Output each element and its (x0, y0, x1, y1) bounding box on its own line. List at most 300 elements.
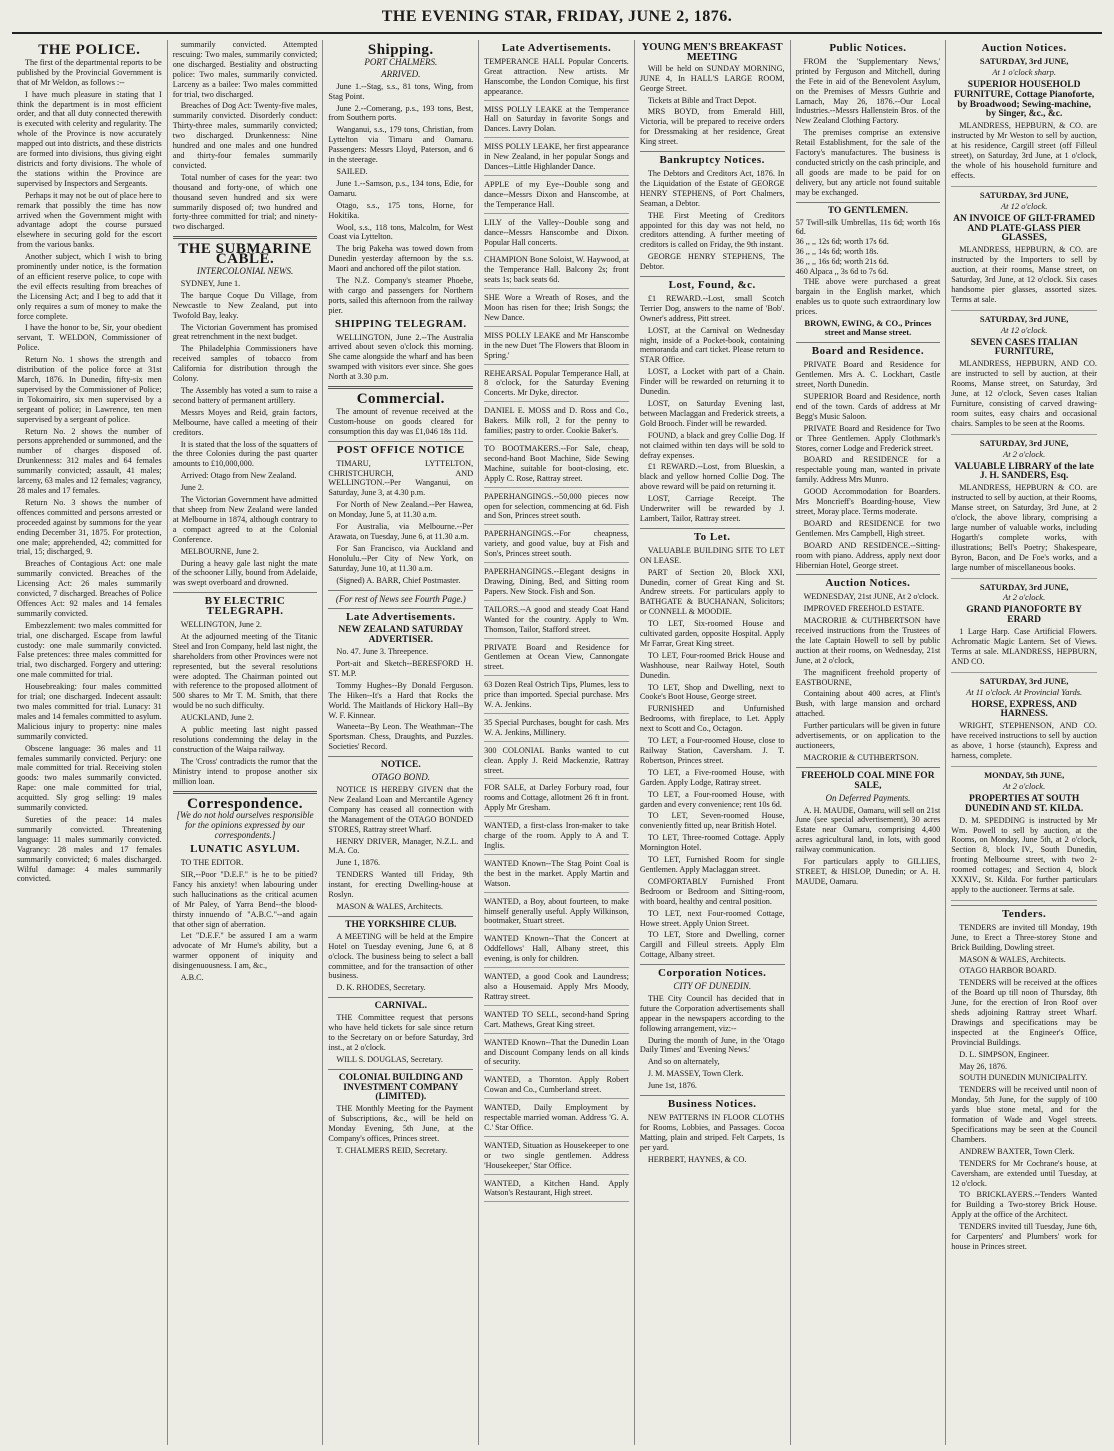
paragraph: June 1.--Stag, s.s., 81 tons, Wing, from Stag Point. (328, 81, 474, 101)
cable-heading: THE SUBMARINE CABLE. (178, 241, 312, 268)
nz-advertiser-heading: NEW ZEALAND SATURDAY ADVERTISER. (338, 625, 464, 646)
classified-ad: WANTED Known--That the Dunedin Loan and Discount Company lends on all kinds of security. (484, 1038, 629, 1072)
cable-news (173, 279, 318, 588)
paragraph: FURNISHED and Unfurnished Bedrooms, with fireplace, to Let. Apply next to Scott and Co., Octagon. (639, 704, 785, 734)
paragraph: Wanganui, s.s., 179 tons, Christian, from Lyttelton via Timaru and Oamaru. Passengers: Messrs Lloyd, Paterson, and 6 in the steerage. (328, 125, 474, 165)
classified-ad: 300 COLONIAL Banks wanted to cut clean. Apply J. Reid Mackenzie, Rattray street. (484, 746, 629, 780)
colonial-building-heading: COLONIAL BUILDING AND INVESTMENT COMPANY (LIMITED). (338, 1072, 463, 1103)
commercial-news (328, 407, 473, 437)
paragraph: LOST, on Saturday Evening last, between Maclaggan and Frederick streets, a Gold Brooch. Finder will be rewarded. (639, 399, 785, 428)
paragraph: A.B.C. (180, 973, 204, 983)
sale-body: D. M. SPEDDING is instructed by Mr Wm. Powell to sell by auction, at the Rooms, on Monday, June 5th, at 2 o'clock, Section 8, block IV., South Dunedin, fronting Melbourne street, with two 2-roomed cottages; and Section 4, block XXXIV., St. Kilda. For further particulars apply to the auctioneer. Terms at sale. (951, 815, 1097, 894)
paragraph: The barque Coque Du Village, from Newcastle to New Zealand, put into Twofold Bay, leaky. (172, 290, 318, 320)
divider (796, 202, 941, 203)
sale-time: At 12 o'clock. (1000, 324, 1048, 335)
classified-ad: SHE Wore a Wreath of Roses, and the Moon has risen for thee; Irish Songs; the New Dance. (484, 293, 629, 327)
ymca-notice (640, 64, 785, 147)
divider (796, 574, 941, 575)
column-7 (946, 40, 1102, 1445)
correspondence-note: [We do not hold ourselves responsible for the opinions expressed by our correspondents.] (176, 810, 314, 841)
auction-sale (951, 583, 1097, 673)
sale-time: At 12 o'clock. (1000, 200, 1048, 211)
late-ads-heading: Late Advertisements. (345, 611, 456, 624)
paragraph: summarily convicted. Attempted rescuing: Two males, summarily convicted; one discharged. Bestiality and obstructing police: Two males, summarily convicted. Larceny as a bailee: Two males committed for trial, two discharged. (172, 40, 318, 99)
paragraph: The N.Z. Company's steamer Phoebe, with cargo and passengers for Northern ports, sailed this afternoon from the railway pier. (328, 276, 474, 315)
classified-ad: PAPERHANGINGS.--Elegant designs in Drawing, Dining, Bed, and Sitting room Papers. New Stock. Fish and Son. (484, 567, 629, 601)
divider (796, 767, 941, 768)
paragraph: June 2. (180, 483, 204, 493)
paragraph: Return No. 3 shows the number of offences committed and persons arrested or proceeded against by summons for the year ending December 31, 1875. For protection, one male; apprehended, 42; committed for trial, 15; discharged, 9. (17, 497, 162, 557)
divider (640, 276, 785, 277)
paragraph: May 26, 1876. (959, 1061, 1008, 1071)
classified-ad: CHAMPION Bone Soloist, W. Haywood, at the Temperance Hall. Balcony 2s; front seats 1s; back seats 6d. (484, 255, 629, 289)
price-list (796, 218, 941, 277)
column-2 (168, 40, 324, 1445)
column-6 (791, 40, 947, 1445)
classified-ad: PRIVATE Board and Residence for Gentlemen at Ocean View, Cannongate street. (484, 643, 629, 677)
paragraph: WILL S. DOUGLAS, Secretary. (336, 1054, 443, 1064)
sale-body: WRIGHT, STEPHENSON, AND CO. have received instructions to sell by auction as above, 1 horse (staunch), Express and harness, complete. (951, 721, 1097, 761)
correspondence-heading: Correspondence. (187, 795, 304, 812)
paragraph: THE First Meeting of Creditors appointed for this day was not held, no creditors attending. A further meeting of creditors is called on Friday, the 9th instant. (639, 210, 785, 250)
sale-time: At 1 o'clock sharp. (992, 66, 1056, 77)
divider (328, 916, 473, 917)
sale-time: At 2 o'clock. (1003, 592, 1046, 603)
paragraph: WELLINGTON, June 2. (180, 620, 262, 630)
price-line: 36 ,, ,, 16s 6d; worth 21s 6d. (795, 257, 889, 267)
sale-time: At 2 o'clock. (1003, 448, 1046, 459)
masthead-title: THE EVENING STAR, FRIDAY, JUNE 2, 1876. (381, 8, 733, 25)
sale-title: AN INVOICE OF GILT-FRAMED AND PLATE-GLASS PIER GLASSES, (953, 213, 1096, 244)
paragraph: HENRY DRIVER, Manager, N.Z.L. and M.A. Co. (328, 836, 474, 856)
paragraph: Let "D.E.F." be assured I am a warm advocate of Mr Hume's ability, but a warmer opponent of iniquity and disingenuousness. I am, &c., (172, 931, 318, 971)
classified-ad: 63 Dozen Real Ostrich Tips, Plumes, less to price than imported. Special purchase. Mrs W. A. Jenkins. (484, 680, 629, 714)
auction-sale (951, 315, 1097, 435)
paragraph: Obscene language: 36 males and 11 females summarily convicted. Perjury: one male committed for trial. Receiving stolen goods: two males summarily convicted. Rape: one male committed for trial, acquitted. Sly grog selling: 19 males summarily convicted. (17, 743, 162, 813)
paragraph: Breaches of Contagious Act: one male summarily convicted. Breaches of the Licensing Act: 26 males summarily convicted, 7 discharged. Breaches of Police Offences Act: 92 males and 14 females summarily convicted. (17, 559, 162, 618)
bankruptcy-heading: Bankruptcy Notices. (659, 154, 765, 167)
sale-time: At 11 o'clock. At Provincial Yards. (966, 686, 1083, 697)
telegraph-heading: BY ELECTRIC TELEGRAPH. (204, 595, 286, 618)
paragraph: The Debtors and Creditors Act, 1876. In the Liquidation of the Estate of GEORGE HENRY STEPHENS, of Port Chalmers, Seaman, a Debtor. (639, 168, 785, 208)
classified-ad: TEMPERANCE HALL Popular Concerts. Great attraction. New artists. Mr Hanscombe, the London Comique, his first appearance. (484, 57, 629, 101)
paragraph: June 2.--Comerang, p.s., 193 tons, Best, from Southern ports. (328, 103, 474, 123)
classified-ad: TO BOOTMAKERS.--For Sale, cheap, second-hand Boot Machine, Side Sewing Machine, suitable for boot-closing, etc. Apply C. Rose, Rattray street. (484, 444, 629, 488)
paragraph: BOARD and RESIDENCE for a respectable young man, wanted in private family. Address Mrs Munro. (795, 455, 941, 485)
auction-sale (951, 771, 1097, 901)
divider (640, 151, 785, 152)
shipping-news (328, 82, 473, 316)
paragraph: Further particulars will be given in future advertisements, or on application to the auctioneers, (795, 721, 941, 750)
paragraph: MACRORIE & CUTHBERTSON. (803, 752, 919, 762)
paragraph: VALUABLE BUILDING SITE TO LET ON LEASE. (639, 545, 785, 565)
to-gentlemen-heading: TO GENTLEMEN. (827, 205, 908, 216)
paragraph: The Victorian Government have admitted that sheep from New Zealand were landed at Melbourne in 1874, although contrary to a compact agreed to at the Colonial Conference. (172, 495, 318, 544)
paragraph: THE City Council has decided that in future the Corporation advertisements shall appear in the newspapers according to the following arrangement, viz:-- (639, 993, 785, 1033)
shipping-telegram-heading: SHIPPING TELEGRAM. (334, 317, 467, 330)
classified-ad: LILY of the Valley--Double song and dance--Messrs Hanscombe and Dixon. Popular Hall concerts. (484, 218, 629, 252)
carnival-notice (328, 1013, 473, 1065)
sale-date: SATURDAY, 3rd JUNE, (979, 581, 1069, 592)
colonial-building-notice (328, 1104, 473, 1156)
paragraph: Total number of cases for the year: two thousand and forty-one, of which one thousand seven hundred and six were summarily disposed of; two hundred and forty-three committed for trial; and ninety-two discharged. (172, 172, 318, 232)
column-1 (12, 40, 168, 1445)
paragraph: Breaches of Dog Act: Twenty-five males, summarily convicted. Disorderly conduct: Thirty-three males, summarily convicted; two discharged. Drunkenness: Nine hundred and one males and one hundred and thirty-four females summarily convicted. (172, 101, 318, 170)
corporation-heading: Corporation Notices. (658, 967, 767, 980)
lunatic-asylum-heading: LUNATIC ASYLUM. (190, 843, 301, 856)
paragraph: I have the honor to be, Sir, your obedient servant, T. WELDON, Commissioner of Police. (17, 323, 162, 353)
sale-date: MONDAY, 5th JUNE, (984, 770, 1065, 780)
classified-ad: TAILORS.--A good and steady Coat Hand Wanted for the country. Apply to Wm. Thomson, Tailor, Stafford street. (484, 605, 629, 639)
business-notices (640, 1113, 785, 1165)
sale-title: SUPERIOR HOUSEHOLD FURNITURE, Cottage Pianoforte, by Broadwood; Sewing-machine, by Singer, &c., &c. (953, 79, 1095, 120)
paragraph: GOOD Accommodation for Boarders. Mrs Moncrieff's Boarding-house, View street, Moray place. Terms moderate. (795, 487, 941, 516)
paragraph: Arrived: Otago from New Zealand. (180, 471, 297, 481)
paragraph: ANDREW BAXTER, Town Clerk. (959, 1146, 1075, 1156)
paragraph: TO THE EDITOR. (180, 858, 244, 868)
paragraph: £1 REWARD.--Lost, from Blueskin, a black and yellow horned Collie Dog. The above reward will be paid on returning it. (639, 462, 785, 492)
otago-bond-heading: NOTICE. (380, 760, 421, 771)
paragraph: Embezzlement: two males committed for trial, one discharged. Escape from lawful custody: one male summarily convicted. False pretences: three males committed for trial, two discharged. Forgery and uttering: one male committed for trial. (17, 620, 162, 680)
paragraph: PART of Section 20, Block XXI, Dunedin, corner of Great King and St. Andrew streets. For particulars apply to BATHGATE & BUCHANAN, Solicitors; or CONNELL & MOODIE. (639, 567, 785, 617)
column-3 (323, 40, 479, 1445)
paragraph: A MEETING will be held at the Empire Hotel on Tuesday evening, June 6, at 8 o'clock. The business being to select a ball committee, and for the transaction of other business. (328, 931, 474, 981)
paragraph: The first of the departmental reports to be published by the Provincial Government is that of Mr Weldon, as follows :-- (17, 57, 162, 87)
sale-title: GRAND PIANOFORTE BY ERARD (966, 605, 1083, 626)
paragraph: GEORGE HENRY STEPHENS, The Debtor. (639, 252, 785, 272)
divider (173, 236, 318, 239)
yorkshire-club-heading: THE YORKSHIRE CLUB. (345, 919, 457, 930)
paragraph: TO LET, Three-roomed Cottage. Apply Mornington Hotel. (639, 833, 785, 853)
paragraph: SUPERIOR Board and Residence, north end of the town. Cards of address at Mr Begg's Music Saloon. (795, 392, 941, 421)
carnival-heading: CARNIVAL. (374, 1001, 427, 1012)
paragraph: OTAGO HARBOR BOARD. (959, 966, 1057, 976)
paragraph: The premises comprise an extensive Retail Establishment, for the sale of the Factory's manufactures. The business is conducted strictly on the cash principle, and all goods are made to be paid for on delivery, but any article not found suitable may be exchanged. (795, 128, 941, 197)
paragraph: TIMARU, LYTTELTON, CHRISTCHURCH, AND WELLINGTON.--Per Wanganui, on Saturday, June 3, at 4.30 p.m. (328, 458, 474, 498)
paragraph: For North of New Zealand.--Per Hawea, on Monday, June 5, at 11.30 a.m. (328, 500, 474, 520)
paragraph: Sureties of the peace: 14 males summarily convicted. Threatening language: 11 males summarily convicted. Vagrancy: 28 males and 17 females summarily convicted; 6 males discharged. Wilful damage: 4 males summarily convicted. (17, 814, 162, 884)
paragraph: LOST, at the Carnival on Wednesday night, inside of a Pocket-book, containing memoranda and cart ticket. Please return to STAR Office. (639, 325, 785, 365)
yorkshire-club-notice (328, 932, 473, 993)
lunatic-asylum-letter (173, 858, 318, 983)
paragraph: TO LET, Seven-roomed House, conveniently fitted up, near British Hotel. (639, 811, 785, 831)
sale-body: 1 Large Harp. Case Artificial Flowers. Achromatic Magic Lantern. Set of Views. Terms at sale. MLANDRESS, HEPBURN, AND CO. (951, 627, 1097, 666)
paragraph: Messrs Moyes and Reid, grain factors, Melbourne, have called a meeting of their creditors. (172, 407, 318, 437)
paragraph: A public meeting last night passed resolutions condemning the delay in the construction of the Waipa railway. (172, 725, 318, 754)
paragraph: FROM the 'Supplementary News,' printed by Ferguson and Mitchell, during the Fete in aid of the Benevolent Asylum, on the Premises of Messrs Guthrie and Larnach, May 26, 1876.--Our Local Industries.--Messrs Hallenstein Bros. of the New Zealand Clothing Factory. (795, 56, 941, 126)
auction-sale (951, 439, 1097, 579)
price-line: 57 Twill-silk Umbrellas, 11s 6d; worth 16s 6d. (795, 217, 941, 237)
paragraph: TO LET, Store and Dwelling, corner Cargill and Filleul streets. Apply Elm Cottage, Albany street. (639, 930, 785, 960)
paragraph: Waneeta--By Leon. The Weathman--The Sportsman. Chess, Draughts, and Puzzles. Societies' Record. (328, 722, 474, 752)
divider (328, 997, 473, 998)
tenders-heading: Tenders. (1002, 907, 1047, 920)
paragraph: TENDERS invited till Tuesday, June 6th, for Carpenters' and Plumbers' work for house in Princes street. (951, 1222, 1097, 1251)
board-notices (796, 360, 941, 570)
nz-advertiser-contents (328, 647, 473, 752)
classified-ad: MISS POLLY LEAKE at the Temperance Hall on Saturday in favorite Songs and Dances. Lavry Dolan. (484, 105, 629, 139)
paragraph: Tommy Hughes--By Donald Ferguson. The Hiken--It's a Hard that Rocks the World. The Maitlands of Hickory Hall--By W. F. Kinnear. (328, 680, 474, 720)
late-ads-heading-2: Late Advertisements. (501, 42, 612, 54)
classified-ad: WANTED, a Boy, about fourteen, to make himself generally useful. Apply Wilkinson, bootmaker, Stuart street. (484, 897, 629, 931)
classified-ads (484, 57, 629, 1202)
to-let-heading: To Let. (693, 530, 731, 543)
cable-subheading: INTERCOLONIAL NEWS. (196, 266, 294, 277)
auction-sale (951, 191, 1097, 311)
business-heading: Business Notices. (667, 1098, 757, 1111)
lost-found-notices (640, 294, 785, 524)
paragraph: TO LET, Shop and Dwelling, next to Cooke's Boot House, George street. (639, 682, 785, 702)
classified-ad: WANTED, a first-class Iron-maker to take charge of the room. Apply to A and T. Inglis. (484, 821, 629, 855)
divider (796, 342, 941, 343)
arrived-label: ARRIVED. (381, 68, 421, 79)
sale-title: SEVEN CASES ITALIAN FURNITURE, (970, 337, 1078, 358)
classified-ad: WANTED Known--The Stag Point Coal is the best in the market. Apply Martin and Watson. (484, 859, 629, 893)
paragraph: Port-ait and Sketch--BERESFORD H. ST. M.P. (328, 659, 474, 678)
divider (328, 590, 473, 591)
sale-date: SATURDAY, 3rd JUNE, (979, 313, 1069, 324)
tender-notices (951, 923, 1097, 1252)
paragraph: For particulars apply to GILLIES, STREET, & HISLOP, Dunedin; or A. H. MAUDE, Oamaru. (795, 857, 941, 886)
auction-heading-col7: Auction Notices. (981, 42, 1067, 54)
lost-found-heading: Lost, Found, &c. (668, 279, 756, 292)
paragraph: FOUND, a black and grey Collie Dog. If not claimed within ten days will be sold to defray expenses. (639, 430, 785, 460)
police-heading: THE POLICE. (38, 42, 141, 58)
paragraph: BOARD and RESIDENCE for two Gentlemen. Mrs Campbell, High street. (795, 518, 941, 538)
paragraph: The brig Pakeha was towed down from Dunedin yesterday afternoon by the s.s. Maori and anchored off the pilot station. (328, 244, 474, 274)
paragraph: The 'Cross' contradicts the rumor that the Ministry intend to propose another six million loan. (172, 756, 318, 786)
commercial-heading: Commercial. (356, 391, 445, 408)
paragraph: Return No. 2 shows the number of persons apprehended or summoned, and the number of charges disposed of. Drunkenness: 312 males and 64 females summarily convicted; assault, 41 males; larceny, 63 males and 12 females; vagrancy, 28 males and 17 females. (17, 426, 162, 495)
to-let-notices (640, 546, 785, 960)
paragraph: TO LET, Furnished Room for single Gentlemen. Apply Maclaggan street. (639, 855, 785, 874)
paragraph: During a heavy gale last night the mate of the schooner Lilly, bound from Adelaide, was swept overboard and drowned. (172, 558, 318, 588)
paragraph: The Victorian Government has promised great retrenchment in the next budget. (172, 322, 318, 342)
divider (640, 964, 785, 965)
paragraph: IMPROVED FREEHOLD ESTATE. (803, 604, 925, 614)
ymca-heading: YOUNG MEN'S BREAKFAST MEETING (641, 42, 783, 63)
post-office-heading: POST OFFICE NOTICE (336, 443, 465, 456)
paragraph: TENDERS are invited till Monday, 19th June, to Erect a Three-storey Stone and Brick Building, Dowling street. (951, 922, 1097, 952)
shipping-telegram (328, 333, 473, 383)
paragraph: Wool, s.s., 118 tons, Malcolm, for West Coast via Lyttelton. (328, 222, 474, 242)
paragraph: AUCKLAND, June 2. (180, 713, 254, 723)
divider (328, 386, 473, 389)
sale-date: SATURDAY, 3rd JUNE, (979, 437, 1069, 448)
classified-ad: WANTED, Daily Employment by respectable married woman. Address 'G. A. C.' Star Office. (484, 1103, 629, 1137)
paragraph: J. M. MASSEY, Town Clerk. (647, 1069, 744, 1079)
paragraph: Tickets at Bible and Tract Depot. (647, 95, 757, 105)
shipping-heading: Shipping. (367, 42, 434, 58)
paragraph: TO BRICKLAYERS.--Tenders Wanted for Building a Two-storey Brick House. Apply at the office of the Architect. (951, 1190, 1097, 1220)
paragraph: Another subject, which I wish to bring prominently under notice, is the formation of an efficient reserve police, to cope with the evil effects resulting from breaches of the Licensing Act; and I beg to add that it only requires a sum of money to make the force complete. (17, 252, 162, 321)
paragraph: Housebreaking: four males committed for trial; one discharged. Indecent assault: two males committed for trial. Lunacy: 31 males and 14 females committed to asylum. Malicious injury to property: nine males summarily convicted. (17, 682, 162, 741)
classified-ad: WANTED Known--That the Concert at Oddfellows' Hall, Albany street, this evening, is only for children. (484, 934, 629, 968)
auction-sale (951, 677, 1097, 767)
sale-time: At 2 o'clock. (1003, 780, 1046, 791)
price-line: 36 ,, ,, 12s 6d; worth 17s 6d. (795, 237, 889, 247)
columns (12, 40, 1102, 1445)
paragraph: MELBOURNE, June 2. (180, 546, 259, 556)
paragraph: (Signed) A. BARR, Chief Postmaster. (336, 575, 461, 585)
classified-ad: PAPERHANGINGS.--50,000 pieces now open for selection, commencing at 6d. Fish and Son, Princes street south. (484, 492, 629, 526)
divider (173, 592, 318, 593)
sale-body: MLANDRESS, HEPBURN, & CO. are instructed by the Importers to sell by auction, at their rooms, Manse street, on Saturday, 3rd June, at 12 o'clock. Six cases handsome pier glasses, assorted sizes. Terms at sale. (951, 245, 1097, 304)
paragraph: TO LET, Six-roomed House and cultivated garden, opposite Hospital. Apply Mr Farrar, Great King street. (639, 619, 785, 648)
classified-ad: WANTED, a Kitchen Hand. Apply Watson's Restaurant, High street. (484, 1179, 629, 1203)
sale-body: MLANDRESS, HEPBURN, AND CO. are instructed to sell by auction, at their Rooms, Manse street, on Saturday, 3rd June, at 12 o'clock, Seven cases Italian Furniture, consisting of carved drawing-room suites, easy chairs and occasional chairs. Samples to be seen at the Rooms. (951, 359, 1097, 428)
paragraph: TO LET, a Four-roomed House, close to Railway Station, Caversham. J. T. Robertson, Princes street. (639, 736, 785, 765)
coal-mine-notice (796, 806, 941, 887)
paragraph: SOUTH DUNEDIN MUNICIPALITY. (959, 1073, 1088, 1083)
paragraph: SYDNEY, June 1. (180, 278, 241, 288)
coal-mine-subheading: On Deferred Payments. (825, 792, 911, 803)
paragraph: During the month of June, in the 'Otago Daily Times' and 'Evening News.' (639, 1035, 785, 1055)
sale-date: SATURDAY, 3rd JUNE, (979, 189, 1069, 200)
paragraph: TO LET, next Four-roomed Cottage, Howe street. Apply Union Street. (639, 908, 785, 928)
paragraph: £1 REWARD.--Lost, small Scotch Terrier Dog, answers to the name of 'Bob'. Owner's address, Pitt street. (639, 293, 785, 323)
classified-ad: PAPERHANGINGS.--For cheapness, variety, and good value, buy at Fish and Son's, Princes street south. (484, 529, 629, 563)
classified-ad: REHEARSAL Popular Temperance Hall, at 8 o'clock, for the Saturday Evening Concerts. Mr Dyke, director. (484, 369, 629, 403)
otago-bond-notice (328, 785, 473, 912)
classified-ad: FOR SALE, at Darley Forbury road, four rooms and Cottage, allotment 26 ft in front. Apply Mr Gresham. (484, 783, 629, 817)
classified-ad: APPLE of my Eye--Double song and dance--Messrs Dixon and Hanscombe, at the Temperance Hall. (484, 180, 629, 214)
divider (328, 441, 473, 442)
paragraph: MRS BOYD, from Emerald Hill, Victoria, will be prepared to receive orders for Dressmaking at her residence, Great King street. (639, 107, 785, 147)
corporation-notices (640, 994, 785, 1091)
paragraph: The Assembly has voted a sum to raise a second battery of permanent artillery. (172, 386, 318, 405)
city-of-dunedin-label: CITY OF DUNEDIN. (673, 981, 752, 992)
divider (640, 528, 785, 529)
paragraph: TO LET, a Four-roomed House, with garden and every convenience; rent 10s 6d. (639, 789, 785, 809)
classified-ad: MISS POLLY LEAKE, her first appearance in New Zealand, in her popular Songs and Dances--Little Highlander Dance. (484, 142, 629, 176)
paragraph: TO LET, Four-roomed Brick House and Washhouse, near Railway Hotel, South Dunedin. (639, 650, 785, 680)
paragraph: NOTICE IS HEREBY GIVEN that the New Zealand Loan and Mercantile Agency Company has ceased all connection with the Management of the OTAGO BONDED STORES, Rattray street Wharf. (328, 785, 474, 834)
classified-ad: WANTED, Situation as Housekeeper to one or two single gentlemen. Address 'Housekeeper,' Star Office. (484, 1141, 629, 1175)
paragraph: MACRORIE & CUTHBERTSON have received instructions from the Trustees of the late Captain Howell to sell by public auction at their rooms, on Wednesday, 21st June, at 2 o'clock, (795, 616, 941, 665)
paragraph: HERBERT, HAYNES, & CO. (647, 1154, 747, 1164)
paragraph: PRIVATE Board and Residence for Gentlemen. Mrs A. C. Lockhart, Castle street, North Dunedin. (795, 360, 941, 390)
classified-ad: WANTED, a good Cook and Laundress; also a Housemaid. Apply Mrs Moody, Rattray street. (484, 972, 629, 1006)
paragraph: TENDERS will be received at the offices of the Board up till noon of Thursday, 8th June, for the erection of Iron Roof over sheds adjoining Rattray street Wharf. Drawings and specifications may be inspected at the Engineer's Office, Provincial Buildings. (951, 978, 1097, 1047)
sale-title: HORSE, EXPRESS, AND HARNESS. (971, 699, 1077, 720)
divider (328, 1069, 473, 1070)
classified-ad: MISS POLLY LEAKE and Mr Hanscombe in the new Duet 'The Flowers that Bloom in Spring.' (484, 331, 629, 365)
paragraph: I have much pleasure in stating that I think the department is in most efficient order, and that all duty connected therewith is executed with celerity and regularity. The whole of the Province is now accurately mapped out into districts, and these districts are formed into divisions, thus giving eight districts and forty divisions. The whole of the stations within the Province are supervised by Inspectors and Sergeants. (17, 89, 162, 188)
divider (328, 608, 473, 609)
paragraph: TENDERS for Mr Cochrane's house, at Caversham, are extended until Tuesday, at 12 o'clock. (951, 1158, 1097, 1188)
see-fourth-page-note: (For rest of News see Fourth Page.) (335, 593, 466, 604)
port-chalmers-label: PORT CHALMERS. (364, 56, 438, 67)
divider (951, 905, 1097, 906)
paragraph: TENDERS will be received until noon of Monday, 5th June, for the supply of 100 yards blue stone metal, and for the formation of Wade and Vogel streets. Specifications may be seen at the Council Chambers. (951, 1085, 1097, 1144)
paragraph: SAILED. (336, 166, 368, 176)
coal-mine-heading: FREEHOLD COAL MINE FOR SALE, (801, 770, 935, 791)
eastbourne-auction (796, 592, 941, 763)
classified-ad: WANTED, a Thornton. Apply Robert Cowan and Co., Cumberland street. (484, 1075, 629, 1099)
classified-ad: DANIEL E. MOSS and D. Ross and Co., Bakers. Milk roll, 2 for the penny to families; pastry to order. Cookie Baker's. (484, 406, 629, 440)
paragraph: June 1st, 1876. (647, 1081, 697, 1091)
sale-body: MLANDRESS, HEPBURN, & CO. are instructed by Mr Weston to sell by auction, at his residence, Cargill street (off Filleul street), on Saturday, 3rd June, at 1 o'clock, the whole of his household furniture and effects. (951, 121, 1097, 180)
board-heading: Board and Residence. (811, 345, 925, 358)
gentlemen-paragraph: THE above were purchased a great bargain in the English market, which enables us to quote such extraordinary low prices. (795, 276, 941, 316)
paragraph: And so on alternately, (647, 1057, 720, 1067)
paragraph: Perhaps it may not be out of place here to remark that possibly the time has now arrived when the Government might with advantage adopt the course pursued elsewhere in securing gold for the escort from the various banks. (17, 190, 162, 250)
masthead (12, 8, 1102, 34)
brown-ewing-signature: BROWN, EWING, & CO., Princes street and Manse street. (804, 317, 932, 338)
public-notices-heading: Public Notices. (829, 42, 907, 54)
paragraph: COMFORTABLY Furnished Front Bedroom or Bedroom and Sitting-room, with board, healthy and central position. (639, 876, 785, 906)
auction-sales (951, 57, 1097, 901)
paragraph: Containing about 400 acres, at Flint's Bush, with large mansion and orchard attached. (795, 689, 941, 719)
public-notices (796, 57, 941, 198)
divider (640, 1095, 785, 1096)
price-line: 36 ,, ,, 14s 6d; worth 18s. (795, 247, 879, 257)
paragraph: WEDNESDAY, 21st JUNE, At 2 o'clock. (803, 592, 939, 602)
paragraph: BOARD AND RESIDENCE.--Sitting-room with piano. Address, apply next door Hibernian Hotel, George street. (795, 540, 941, 570)
paragraph: At the adjourned meeting of the Titanic Steel and Iron Company, held last night, the shareholders from other Provinces were not represented, but the several resolutions were adopted. The Chairman pointed out with reference to the proposed allotment of 500 shares to Mr T. M. Smith, that there would be no such difficulty. (172, 631, 318, 711)
paragraph: Otago, s.s., 175 tons, Horne, for Hokitika. (328, 200, 474, 220)
column-4 (479, 40, 635, 1445)
paragraph: The Philadelphia Commissioners have received samples of tobacco from California for distribution through the Colony. (172, 344, 318, 384)
paragraph: The amount of revenue received at the Custom-house on goods cleared for consumption this day was £1,046 18s 11d. (328, 407, 474, 436)
telegraph-news (173, 620, 318, 787)
divider (328, 756, 473, 757)
sale-body: MLANDRESS, HEPBURN & CO. are instructed to sell by auction, at their Rooms, Manse street, on Saturday, 3rd June, at 2 o'clock, the above library, comprising a large number of valuable works, including Hogarth's complete works, with illustrations; Bell's Poetry; Shakespeare, Byron, Bacon, and De Foe's works, and a large number of miscellaneous books. (951, 483, 1097, 572)
post-office-notice (328, 459, 473, 586)
sale-title: VALUABLE LIBRARY of the late J. H. SANDERS, Esq. (954, 461, 1094, 482)
paragraph: PRIVATE Board and Residence for Two or Three Gentlemen. Apply Clothmark's Stores, corner Lodge and Frederick street. (795, 423, 941, 453)
paragraph: MASON & WALES, Architects. (959, 954, 1066, 964)
paragraph: T. CHALMERS REID, Secretary. (336, 1146, 448, 1155)
price-line: 460 Alpaca ,, 3s 6d to 7s 6d. (795, 267, 889, 277)
sale-title: PROPERTIES AT SOUTH DUNEDIN AND ST. KILDA. (964, 793, 1084, 814)
paragraph: WELLINGTON, June 2.--The Australia arrived about seven o'clock this morning. She came alongside the wharf and has been swamped with visitors ever since. She goes North at 3.30 p.m. (328, 332, 474, 382)
auction-heading-col6: Auction Notices. (825, 577, 911, 590)
paragraph: Will be held on SUNDAY MORNING, JUNE 4, In HALL'S LARGE ROOM, George Street. (639, 63, 785, 93)
sale-date: SATURDAY, 3rd JUNE, (979, 675, 1069, 686)
paragraph: MASON & WALES, Architects. (336, 901, 443, 911)
classified-ad: WANTED TO SELL, second-hand Spring Cart. Mathews, Great King street. (484, 1010, 629, 1034)
paragraph: A. H. MAUDE, Oamaru, will sell on 21st June (see special advertisement), 30 acres Estate near Oamaru, comprising 4,400 acres agricultural land, in lots, with good railway communication. (795, 805, 941, 855)
paragraph: THE Monthly Meeting for the Payment of Subscriptions, &c., will be held on Monday Evening, 5th June, at the Company's offices, Princes street. (328, 1104, 474, 1144)
paragraph: No. 47. June 3. Threepence. (336, 647, 429, 657)
paragraph: For San Francisco, via Auckland and Honolulu.--Per City of New York, on Saturday, June 10, at 11.30 a.m. (328, 543, 474, 573)
paragraph: The magnificent freehold property of EASTBOURNE, (795, 667, 941, 687)
auction-sale (951, 57, 1097, 187)
paragraph: For Australia, via Melbourne.--Per Arawata, on Tuesday, June 6, at 11.30 a.m. (328, 522, 474, 541)
paragraph: THE Committee request that persons who have held tickets for sale since return to the Secretary on or before Saturday, 3rd inst., at 2 o'clock. (328, 1013, 474, 1052)
paragraph: LOST, a Locket with part of a Chain. Finder will be rewarded on returning it to Dunedin. (639, 367, 785, 397)
classified-ad: 35 Special Purchases, bought for cash. Mrs W. A. Jenkins, Millinery. (484, 718, 629, 742)
paragraph: Return No. 1 shows the strength and distribution of the police force at 31st March, 1876. In Dunedin, fifty-six men supervised by the Commissioner of Police; in Tokomairiro, six men supervised by a sergeant of police; in Lawrence, ten men supervised by a sergeant of police. (17, 355, 162, 424)
bankruptcy-notices (640, 169, 785, 272)
paragraph: It is stated that the loss of the squatters of the three Colonies during the past quarter amounts to £10,000,000. (172, 439, 318, 469)
paragraph: NEW PATTERNS IN FLOOR CLOTHS for Rooms, Lobbies, and Passages. Cocoa Matting, plain and striped. Felt Carpets, 1s per yard. (639, 1113, 785, 1152)
column-5 (635, 40, 791, 1445)
paragraph: SIR,--Poor "D.E.F." is he to be pitied? Fancy his anxiety! when labouring under such hallucinations as the critical acumen of Mr Paley, of Yarra Bend--the blood-thirsty innuendo of "A.B.C."--and again that other sign of aberration. (172, 869, 318, 929)
paragraph: June 1, 1876. (336, 858, 381, 868)
police-report-continued (173, 40, 318, 232)
police-report (17, 58, 162, 884)
paragraph: LOST, Carriage Receipt. The Underwriter will be rewarded by J. Lambert, Tailor, Rattray street. (639, 494, 785, 523)
paragraph: D. L. SIMPSON, Engineer. (959, 1049, 1050, 1059)
sale-date: SATURDAY, 3rd JUNE, (979, 55, 1069, 66)
paragraph: TO LET, a Five-roomed House, with Garden. Apply Lodge, Rattray street. (639, 767, 785, 787)
paragraph: TENDERS Wanted till Friday, 9th instant, for erecting Dwelling-house at Roslyn. (328, 870, 474, 900)
paragraph: D. K. RHODES, Secretary. (336, 983, 426, 993)
otago-bond-subheading: OTAGO BOND. (371, 772, 430, 783)
